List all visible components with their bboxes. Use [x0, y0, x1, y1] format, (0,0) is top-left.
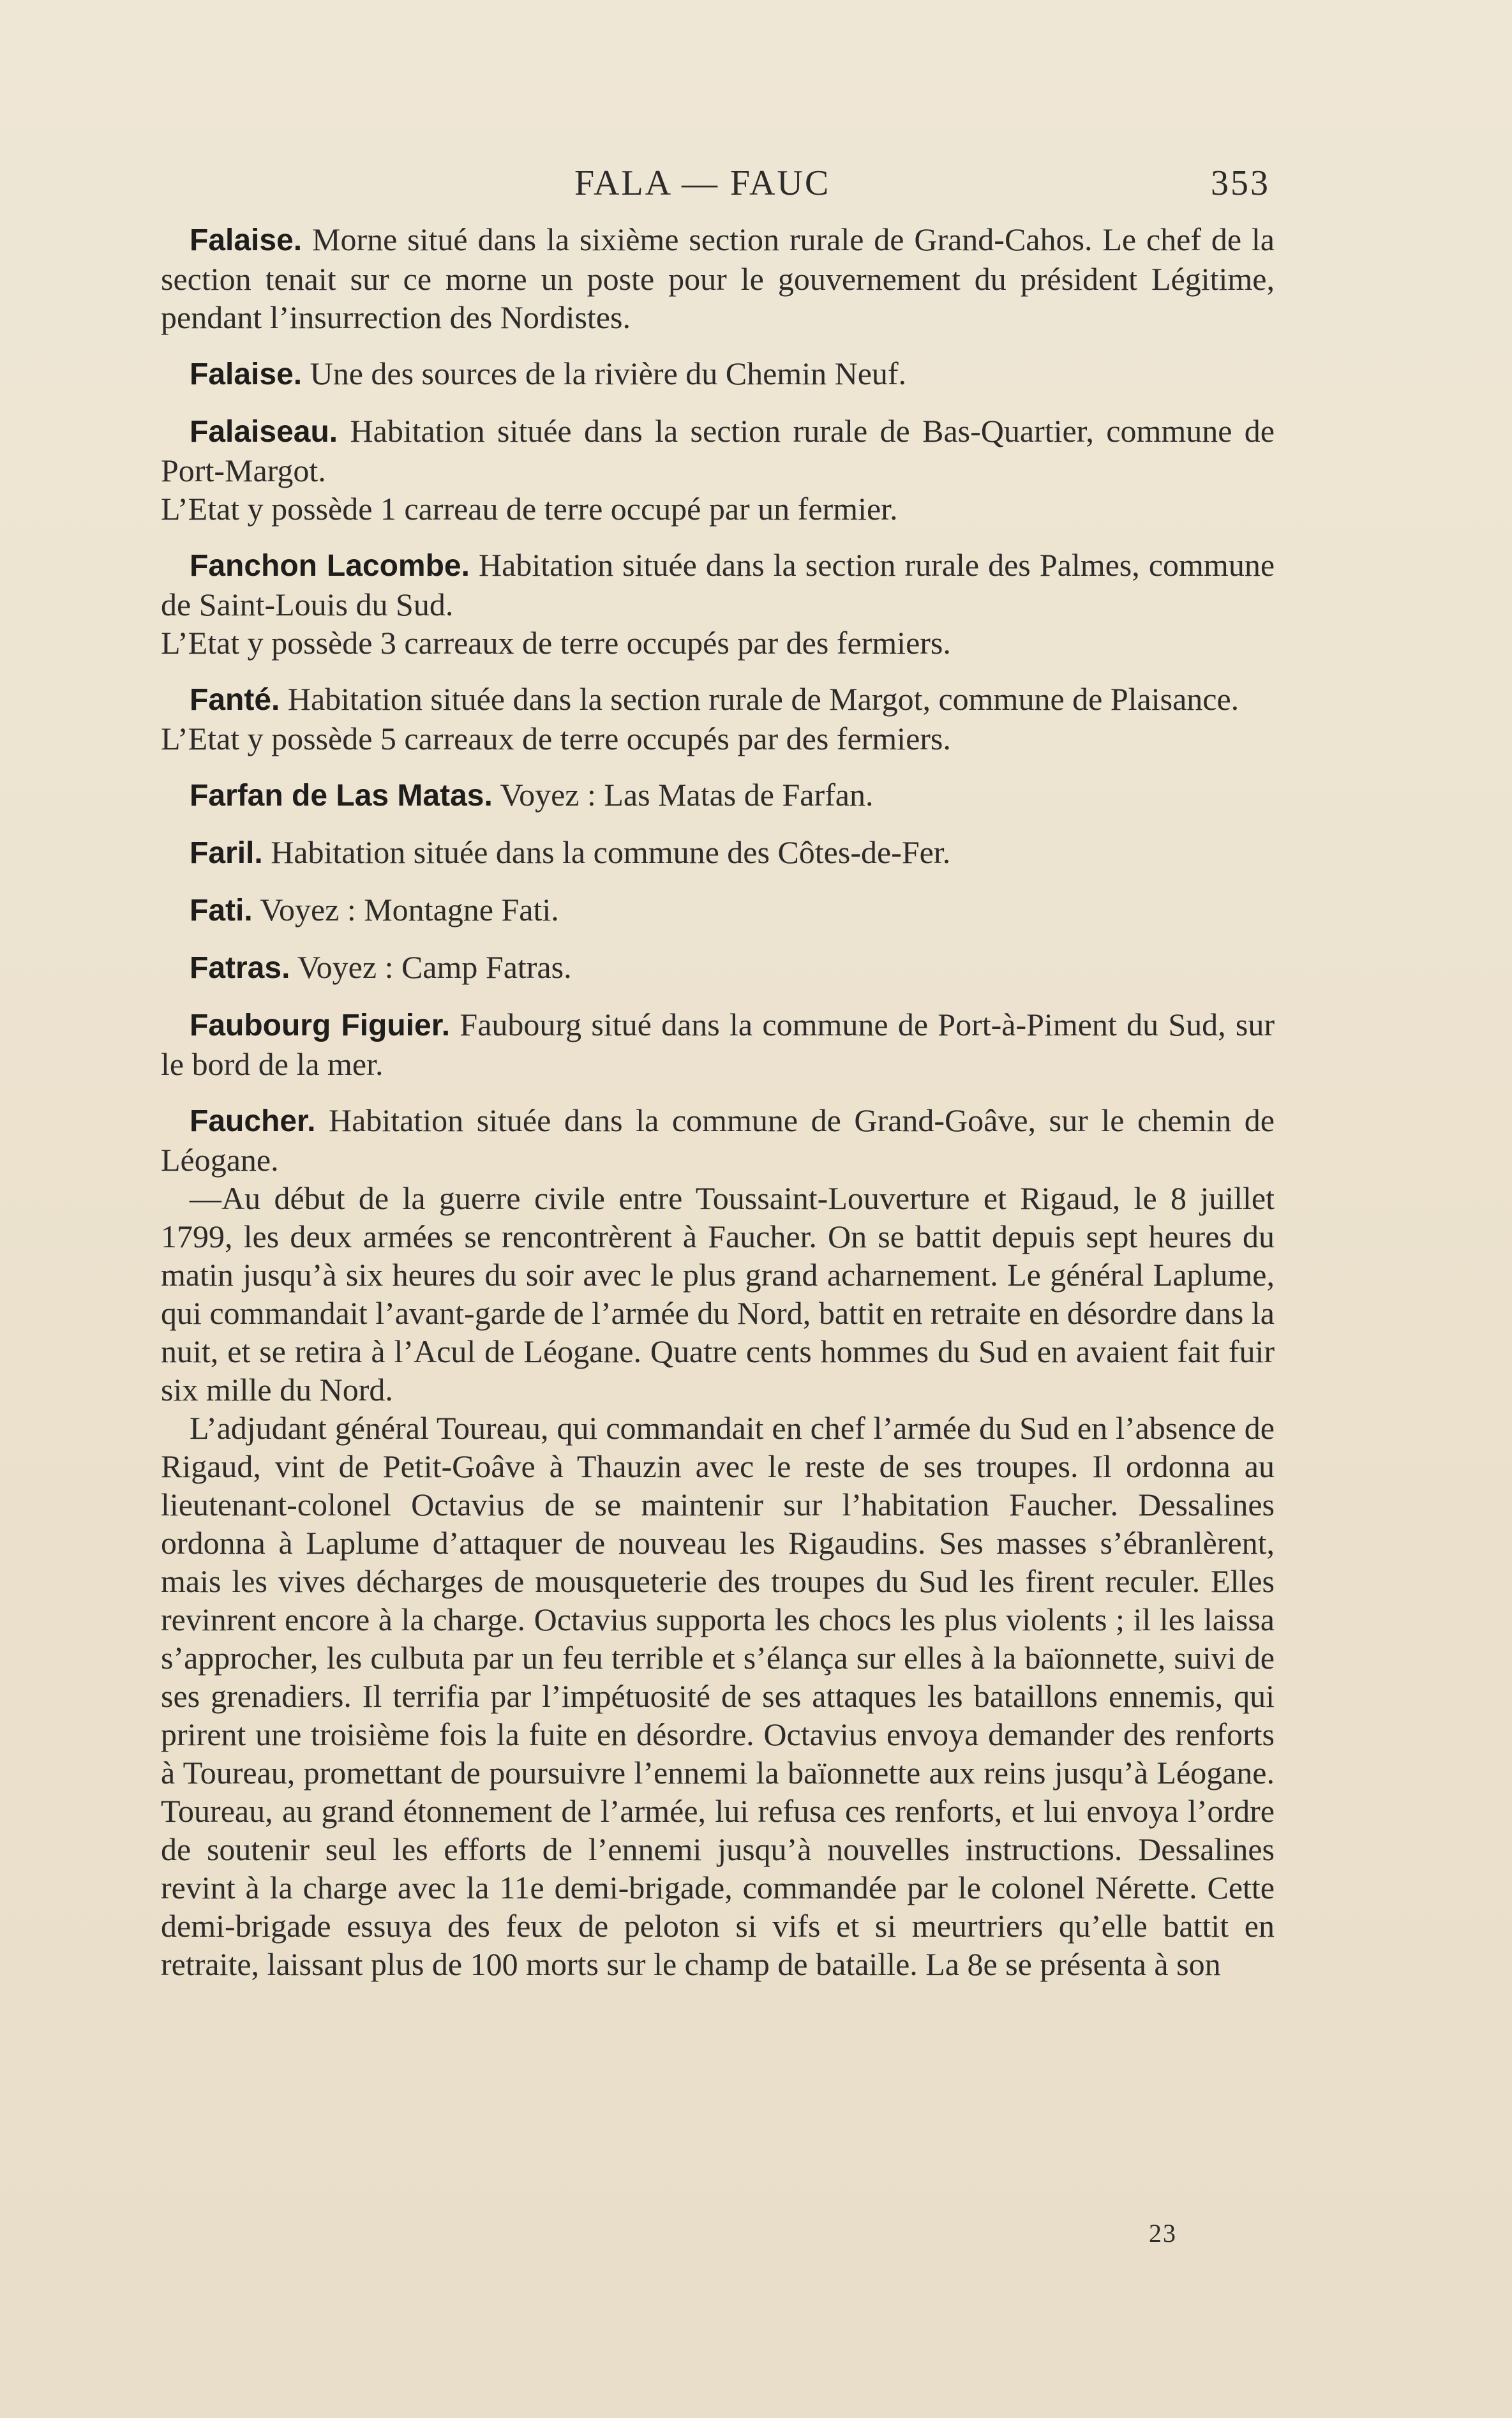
entry-fatras: [161, 948, 1275, 987]
entry-term: Falaise.: [190, 357, 303, 391]
running-title: FALA — FAUC: [574, 163, 831, 203]
entry-extra: L’Etat y possède 1 carreau de terre occupé par un fermier.: [161, 491, 898, 527]
entry-text: Habitation située dans la commune de Grand-Goâve, sur le chemin de Léogane.: [161, 1102, 1275, 1178]
entry-faucher: [161, 1101, 1275, 1983]
entry-term: Falaiseau.: [190, 415, 338, 449]
entry-text: Habitation située dans la commune des Côtes-de-Fer.: [271, 834, 951, 870]
entry-text: Voyez : Las Matas de Farfan.: [500, 777, 874, 813]
entry-farfan-de-las-matas: [161, 776, 1275, 815]
entry-term: Fatras.: [190, 951, 290, 985]
entry-fati: [161, 890, 1275, 930]
entry-faubourg-figuier: [161, 1005, 1275, 1083]
entry-text: Habitation située dans la section rurale de Margot, commune de Plaisance.: [287, 681, 1239, 717]
entry-falaiseau: [161, 412, 1275, 528]
entry-fante: [161, 680, 1275, 758]
entry-term: Farfan de Las Matas.: [190, 779, 493, 813]
entry-falaise-2: [161, 354, 1275, 394]
entry-text: Morne situé dans la sixième section rurale de Grand-Cahos. Le chef de la section tenait sur ce morne un poste pour le gouvernement du président Légitime, pendant l’insurrection des Nordistes.: [161, 222, 1275, 335]
page-content: [161, 220, 1275, 2001]
entry-term: Faubourg Figuier.: [190, 1009, 451, 1042]
entry-faril: [161, 833, 1275, 873]
page-number: 353: [1211, 163, 1270, 203]
entry-term: Faril.: [190, 836, 263, 870]
entry-extra: L’Etat y possède 3 carreaux de terre occupés par des fermiers.: [161, 625, 951, 661]
entry-term: Fati.: [190, 894, 253, 927]
entry-extra: L’Etat y possède 5 carreaux de terre occupés par des fermiers.: [161, 721, 951, 756]
signature-mark: 23: [1149, 2219, 1177, 2248]
entry-text: Habitation située dans la section rurale de Bas-Quartier, commune de Port-Margot.: [161, 413, 1275, 488]
entry-term: Fanchon Lacombe.: [190, 549, 470, 583]
faucher-paragraph-2: L’adjudant général Toureau, qui commandait en chef l’armée du Sud en l’absence de Rigaud, vint de Petit-Goâve à Thauzin avec le reste de ses troupes. Il ordonna au lieutenant-colonel Octavius de se maintenir sur l’habitation Faucher. Dessalines ordonna à Laplume d’attaquer de nouveau les Rigaudins. Ses masses s’ébranlèrent, mais les vives décharges de mousqueterie des troupes du Sud les firent reculer. Elles revinrent encore à la charge. Octavius supporta les chocs les plus violents ; il les laissa s’approcher, les culbuta par un feu terrible et s’élança sur elles à la baïonnette, suivi de ses grenadiers. Il terrifia par l’impétuosité de ses attaques les bataillons ennemis, qui prirent une troisième fois la fuite en désordre. Octavius envoya demander des renforts à Toureau, promettant de poursuivre l’ennemi la baïonnette aux reins jusqu’à Léogane. Toureau, au grand étonnement de l’armée, lui refusa ces renforts, et lui envoya l’ordre de soutenir seul les efforts de l’ennemi jusqu’à nouvelles instructions. Dessalines revint à la charge avec la 11e demi-brigade, commandée par le colonel Nérette. Cette demi-brigade essuya des feux de peloton si vifs et si meurtriers qu’elle battit en retraite, laissant plus de 100 morts sur le champ de bataille. La 8e se présenta à son: [161, 1410, 1275, 1982]
entry-falaise-1: [161, 220, 1275, 336]
faucher-paragraph-1: —Au début de la guerre civile entre Toussaint-Louverture et Rigaud, le 8 juillet 1799, les deux armées se rencontrèrent à Faucher. On se battit depuis sept heures du matin jusqu’à six heures du soir avec le plus grand acharnement. Le général Laplume, qui commandait l’avant-garde de l’armée du Nord, battit en retraite en désordre dans la nuit, et se retira à l’Acul de Léogane. Quatre cents hommes du Sud en avaient fait fuir six mille du Nord.: [161, 1180, 1275, 1408]
entry-text: Une des sources de la rivière du Chemin Neuf.: [310, 356, 907, 391]
entry-text: Habitation située dans la section rurale des Palmes, commune de Saint-Louis du Sud.: [161, 547, 1275, 622]
entry-text: Faubourg situé dans la commune de Port-à-Piment du Sud, sur le bord de la mer.: [161, 1007, 1275, 1082]
entry-text: Voyez : Montagne Fati.: [260, 892, 559, 927]
entry-term: Fanté.: [190, 683, 280, 717]
entry-text: Voyez : Camp Fatras.: [297, 949, 572, 985]
entry-term: Faucher.: [190, 1104, 316, 1138]
page-header: [160, 163, 1270, 214]
entry-fanchon-lacombe: [161, 546, 1275, 662]
entry-term: Falaise.: [190, 223, 303, 257]
